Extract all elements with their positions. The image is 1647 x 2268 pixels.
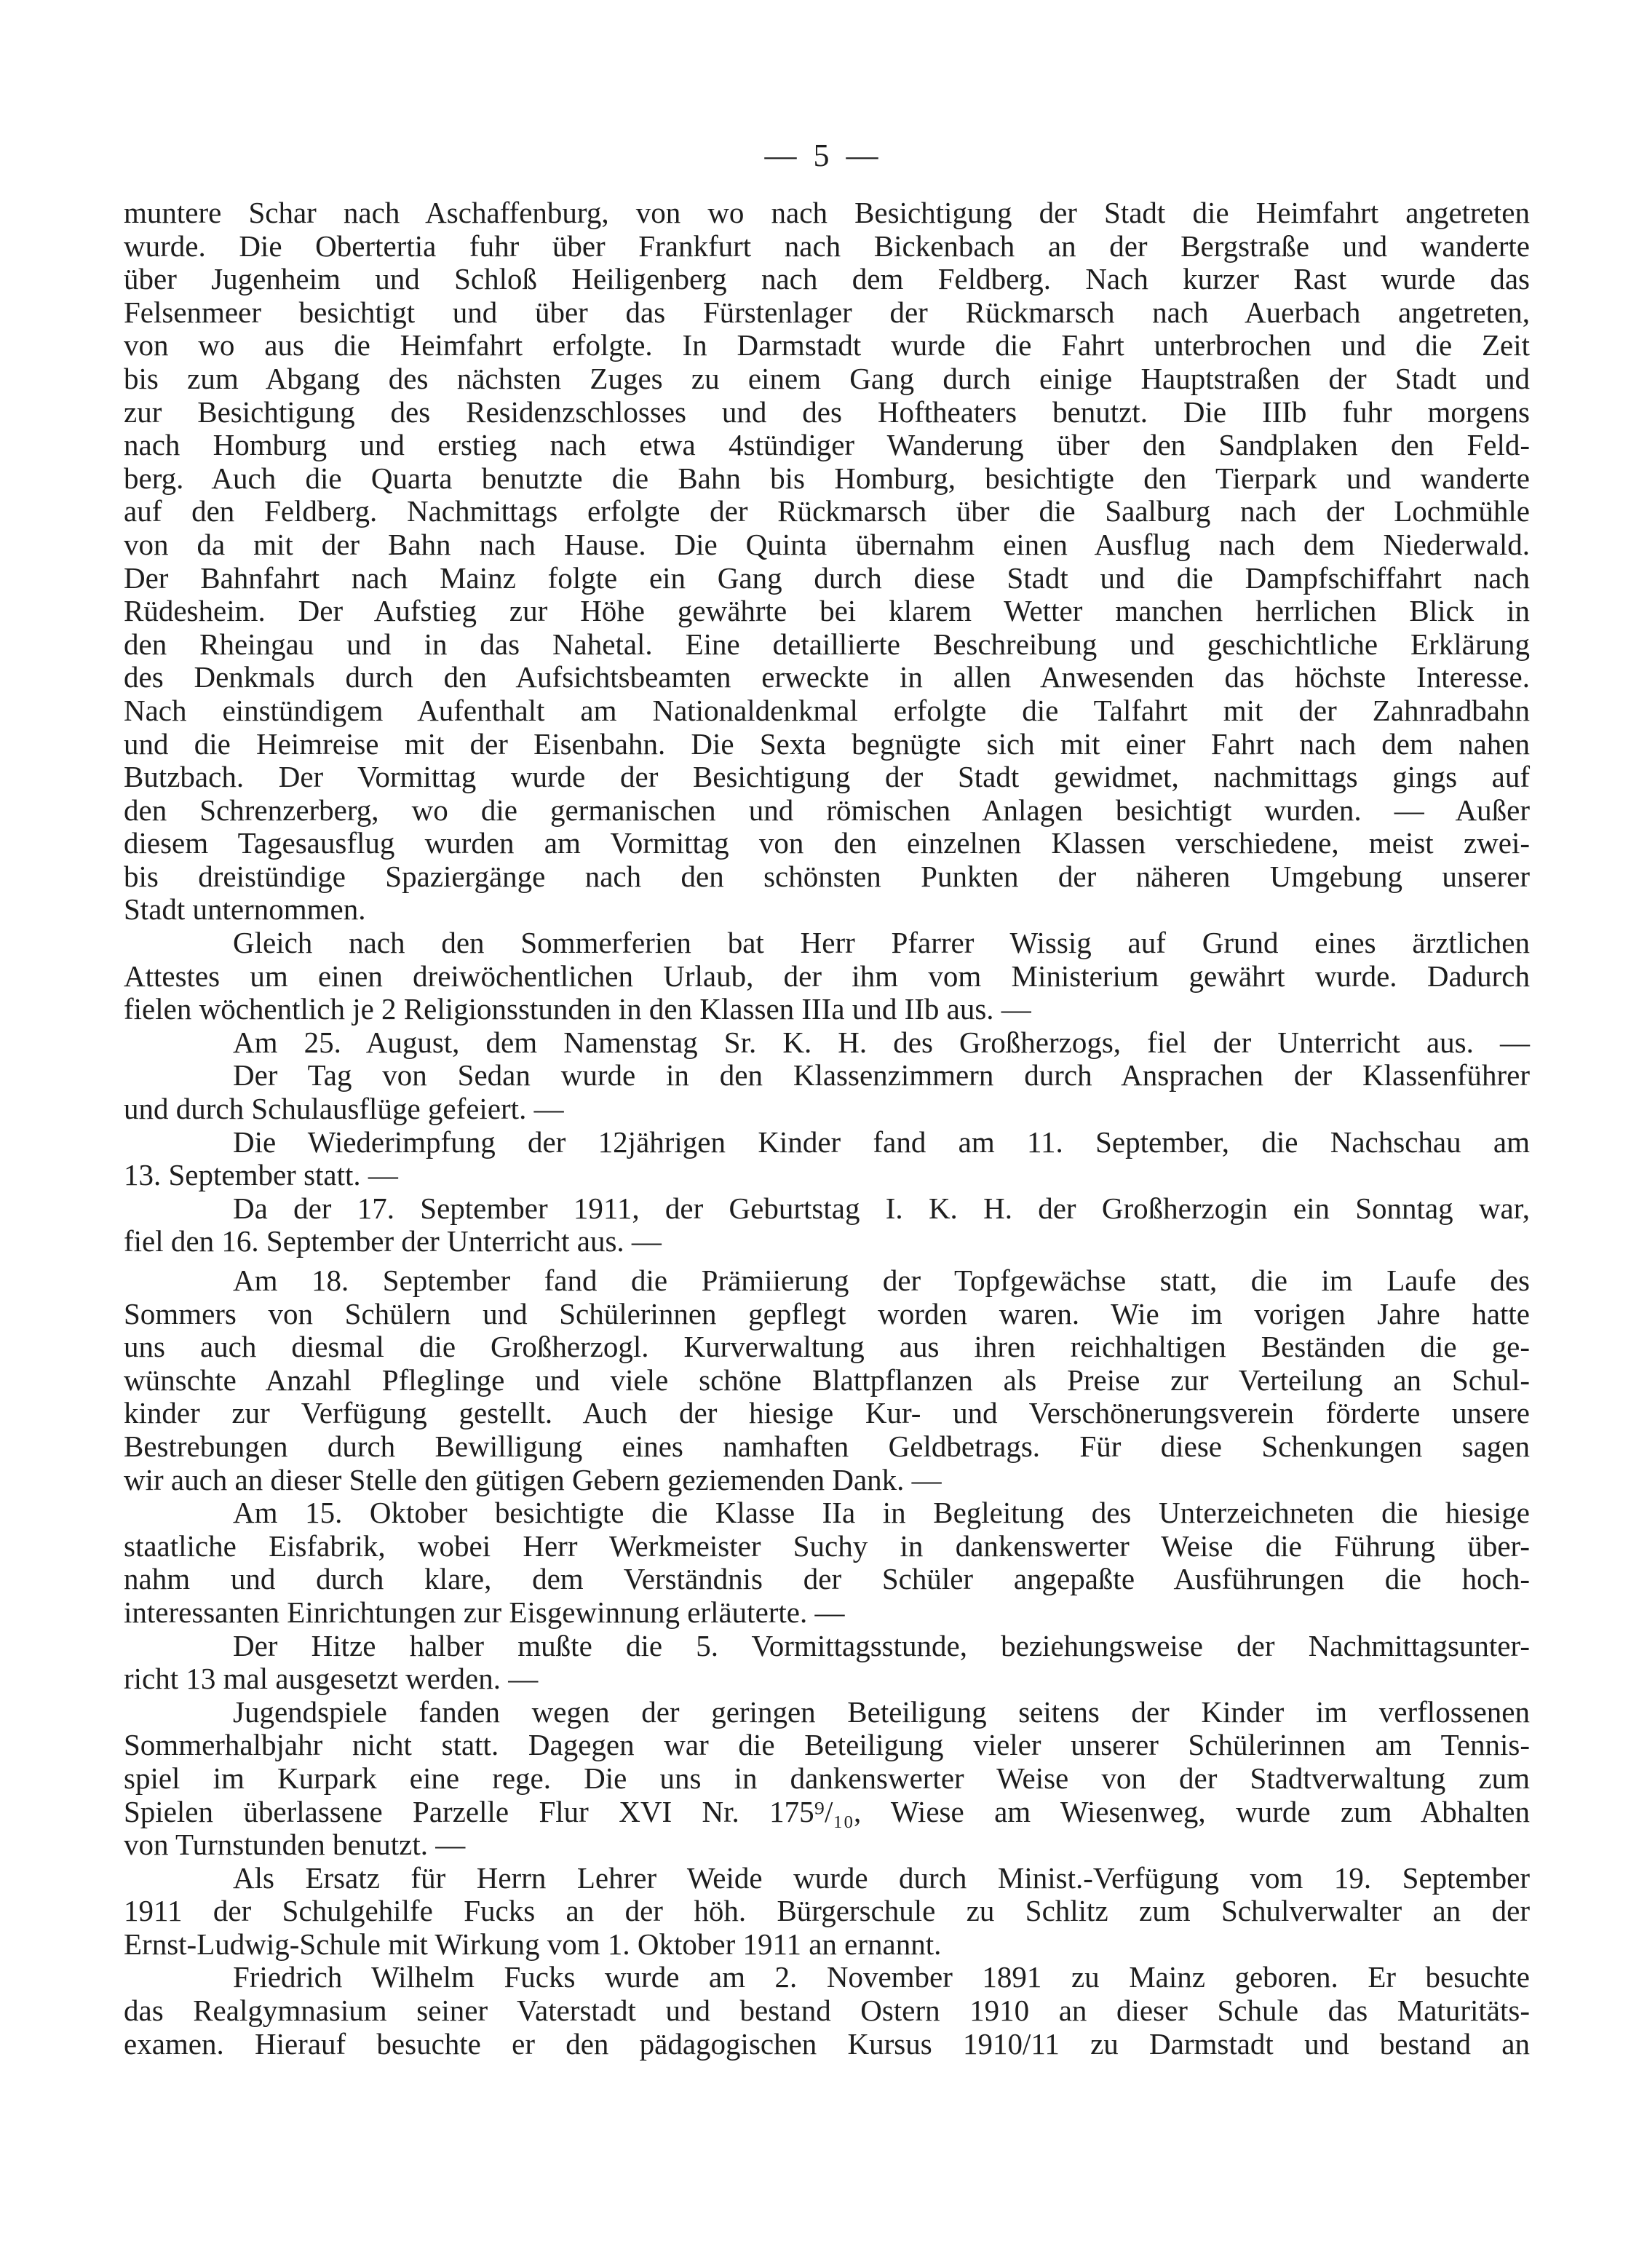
paragraph <box>124 1059 1530 1125</box>
text-line: 1911 der Schulgehilfe Fucks an der höh. Bürgerschule zu Schlitz zum Schulverwalter an der <box>124 1894 1530 1928</box>
text-line: auf den Feldberg. Nachmittags erfolgte der Rückmarsch über die Saalburg nach der Lochmühle <box>124 494 1530 528</box>
text-line: Am 15. Oktober besichtigte die Klasse IIa in Begleitung des Unterzeichneten die hiesige <box>233 1496 1530 1530</box>
text-line: Am 25. August, dem Namenstag Sr. K. H. des Großherzogs, fiel der Unterricht aus. — <box>233 1025 1530 1059</box>
text-line: nach Homburg und erstieg nach etwa 4stündiger Wanderung über den Sandplaken den Feld- <box>124 428 1530 462</box>
text-line: Friedrich Wilhelm Fucks wurde am 2. November 1891 zu Mainz geboren. Er besuchte <box>233 1960 1530 1994</box>
text-line: den Rheingau und in das Nahetal. Eine detaillierte Beschreibung und geschichtliche Erklärung <box>124 627 1530 661</box>
text-line: examen. Hierauf besuchte er den pädagogischen Kursus 1910/11 zu Darmstadt und bestand an <box>124 2026 1530 2061</box>
text-line: muntere Schar nach Aschaffenburg, von wo nach Besichtigung der Stadt die Heimfahrt angetreten <box>124 196 1530 229</box>
text-line: zur Besichtigung des Residenzschlosses und des Hoftheaters benutzt. Die IIIb fuhr morgens <box>124 394 1530 429</box>
text-line: bis dreistündige Spaziergänge nach den schönsten Punkten der näheren Umgebung unserer <box>124 859 1530 893</box>
text-line: von da mit der Bahn nach Hause. Die Quinta übernahm einen Ausflug nach dem Niederwald. <box>124 527 1530 561</box>
text-line: des Denkmals durch den Aufsichtsbeamten erweckte in allen Anwesenden das höchste Interesse. <box>124 660 1530 694</box>
paragraph <box>124 927 1530 1026</box>
page-number: — 5 — <box>764 138 883 173</box>
text-line: Der Hitze halber mußte die 5. Vormittagsstunde, beziehungsweise der Nachmittagsunter- <box>233 1628 1530 1662</box>
paragraph <box>124 1264 1530 1496</box>
paragraph <box>124 1862 1530 1962</box>
text-line: richt 13 mal ausgesetzt werden. — <box>124 1662 539 1696</box>
text-line: fiel den 16. September der Unterricht aus. — <box>124 1224 662 1258</box>
text-line: Bestrebungen durch Bewilligung eines namhaften Geldbetrags. Für diese Schenkungen sagen <box>124 1429 1530 1463</box>
paragraph <box>124 1696 1530 1862</box>
text-line: Der Tag von Sedan wurde in den Klassenzimmern durch Ansprachen der Klassenführer <box>233 1058 1530 1093</box>
text-line: Rüdesheim. Der Aufstieg zur Höhe gewährte bei klarem Wetter manchen herrlichen Blick in <box>124 594 1530 628</box>
text-line: Ernst-Ludwig-Schule mit Wirkung vom 1. Oktober 1911 an ernannt. <box>124 1927 942 1961</box>
text-line: wurde. Die Obertertia fuhr über Frankfurt nach Bickenbach an der Bergstraße und wanderte <box>124 229 1530 263</box>
text-line: Nach einstündigem Aufenthalt am Nationaldenkmal erfolgte die Talfahrt mit der Zahnradbahn <box>124 693 1530 727</box>
text-line: Da der 17. September 1911, der Geburtstag I. K. H. der Großherzogin ein Sonntag war, <box>233 1191 1530 1225</box>
text-line: und durch Schulausflüge gefeiert. — <box>124 1092 564 1126</box>
text-line: nahm und durch klare, dem Verständnis der Schüler angepaßte Ausführungen die hoch- <box>124 1562 1530 1596</box>
text-line: bis zum Abgang des nächsten Zuges zu einem Gang durch einige Hauptstraßen der Stadt und <box>124 361 1530 395</box>
paragraph <box>124 197 1530 927</box>
text-line: und die Heimreise mit der Eisenbahn. Die Sexta begnügte sich mit einer Fahrt nach dem nahen <box>124 726 1530 761</box>
text-line: Der Bahnfahrt nach Mainz folgte ein Gang durch diese Stadt und die Dampfschiffahrt nach <box>124 560 1530 595</box>
paragraph <box>124 1192 1530 1258</box>
text-line: diesem Tagesausflug wurden am Vormittag von den einzelnen Klassen verschiedene, meist zwei- <box>124 826 1530 860</box>
text-line: Stadt unternommen. <box>124 892 366 927</box>
text-line: das Realgymnasium seiner Vaterstadt und bestand Ostern 1910 an dieser Schule das Maturitäts- <box>124 1994 1530 2028</box>
text-line: Spielen überlassene Parzelle Flur XVI Nr. 175⁹/₁₀, Wiese am Wiesenweg, wurde zum Abhalten <box>124 1794 1530 1828</box>
text-line: Am 18. September fand die Prämiierung der Topfgewächse statt, die im Laufe des <box>233 1264 1530 1297</box>
text-line: von wo aus die Heimfahrt erfolgte. In Darmstadt wurde die Fahrt unterbrochen und die Zeit <box>124 328 1530 362</box>
text-line: Sommerhalbjahr nicht statt. Dagegen war die Beteiligung vieler unserer Schülerinnen am Tennis- <box>124 1728 1530 1762</box>
text-line: Jugendspiele fanden wegen der geringen Beteiligung seitens der Kinder im verflossenen <box>233 1694 1530 1729</box>
text-line: Gleich nach den Sommerferien bat Herr Pfarrer Wissig auf Grund eines ärztlichen <box>233 926 1530 960</box>
text-line: interessanten Einrichtungen zur Eisgewinnung erläuterte. — <box>124 1595 845 1629</box>
body-text <box>124 197 1530 2061</box>
text-line: uns auch diesmal die Großherzogl. Kurverwaltung aus ihren reichhaltigen Beständen die ge- <box>124 1330 1530 1364</box>
paragraph <box>124 1630 1530 1696</box>
paragraph <box>124 1496 1530 1629</box>
text-line: wir auch an dieser Stelle den gütigen Gebern geziemenden Dank. — <box>124 1462 942 1496</box>
text-line: von Turnstunden benutzt. — <box>124 1828 466 1862</box>
text-line: Butzbach. Der Vormittag wurde der Besichtigung der Stadt gewidmet, nachmittags gings auf <box>124 760 1530 794</box>
text-line: staatliche Eisfabrik, wobei Herr Werkmeister Suchy in dankenswerter Weise die Führung über- <box>124 1528 1530 1563</box>
text-line: Als Ersatz für Herrn Lehrer Weide wurde durch Minist.-Verfügung vom 19. September <box>233 1860 1530 1895</box>
text-line: Felsenmeer besichtigt und über das Fürstenlager der Rückmarsch nach Auerbach angetreten, <box>124 295 1530 329</box>
text-line: wünschte Anzahl Pfleglinge und viele schöne Blattpflanzen als Preise zur Verteilung an Schul- <box>124 1363 1530 1397</box>
text-line: fielen wöchentlich je 2 Religionsstunden in den Klassen IIIa und IIb aus. — <box>124 992 1031 1026</box>
text-line: Sommers von Schülern und Schülerinnen gepflegt worden waren. Wie im vorigen Jahre hatte <box>124 1296 1530 1331</box>
paragraph <box>124 1126 1530 1192</box>
text-line: Attestes um einen dreiwöchentlichen Urlaub, der ihm vom Ministerium gewährt wurde. Dadurch <box>124 959 1530 993</box>
text-line: über Jugenheim und Schloß Heiligenberg nach dem Feldberg. Nach kurzer Rast wurde das <box>124 262 1530 296</box>
paragraph <box>124 1026 1530 1060</box>
text-line: kinder zur Verfügung gestellt. Auch der hiesige Kur- und Verschönerungsverein förderte unsere <box>124 1396 1530 1430</box>
text-line: 13. September statt. — <box>124 1158 398 1192</box>
text-line: den Schrenzerberg, wo die germanischen und römischen Anlagen besichtigt wurden. — Außer <box>124 793 1530 827</box>
text-line: berg. Auch die Quarta benutzte die Bahn bis Homburg, besichtigte den Tierpark und wanderte <box>124 461 1530 495</box>
text-line: spiel im Kurpark eine rege. Die uns in dankenswerter Weise von der Stadtverwaltung zum <box>124 1761 1530 1795</box>
text-line: Die Wiederimpfung der 12jährigen Kinder fand am 11. September, die Nachschau am <box>233 1125 1530 1159</box>
paragraph <box>124 1961 1530 2061</box>
